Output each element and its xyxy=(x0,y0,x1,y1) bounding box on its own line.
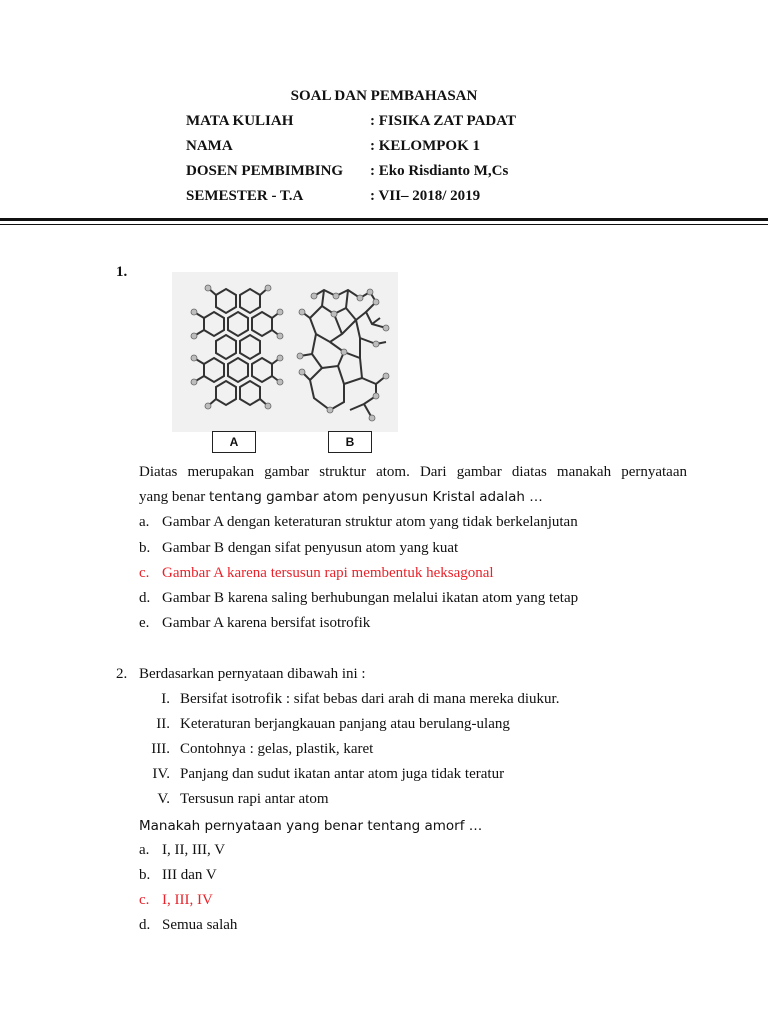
option-2-d-letter: d. xyxy=(139,917,151,933)
option-2-c-letter: c. xyxy=(139,892,150,908)
header-label-lecturer: DOSEN PEMBIMBING xyxy=(186,163,344,179)
question-1-text-line-2 xyxy=(139,489,543,506)
option-1-d-text: Gambar B karena saling berhubungan melalui ikatan atom yang tetap xyxy=(162,590,579,606)
option-1-e-text: Gambar A karena bersifat isotrofik xyxy=(162,615,371,631)
option-1-b-text: Gambar B dengan sifat penyusun atom yang kuat xyxy=(162,540,459,556)
header-label-semester: SEMESTER - T.A xyxy=(186,188,304,204)
option-2-d-text: Semua salah xyxy=(162,917,238,933)
option-2-c-text-correct: I, III, IV xyxy=(162,892,213,908)
header-label-name: NAMA xyxy=(186,138,233,154)
statement-5-num: V. xyxy=(157,791,170,807)
header-rule-thin xyxy=(0,224,768,225)
statement-2-text: Keteraturan berjangkauan panjang atau berulang-ulang xyxy=(180,716,510,732)
figure-label-b: B xyxy=(328,431,372,453)
figure-label-a: A xyxy=(212,431,256,453)
question-1-text-line-2b: tentang gambar atom penyusun Kristal adalah … xyxy=(208,489,543,505)
atom-structure-figure xyxy=(172,272,398,432)
header-label-course: MATA KULIAH xyxy=(186,113,294,129)
header-value-semester: : VII– 2018/ 2019 xyxy=(370,188,481,204)
option-2-a-letter: a. xyxy=(139,842,150,858)
statement-2-num: II. xyxy=(156,716,170,732)
page-title: SOAL DAN PEMBAHASAN xyxy=(290,88,478,104)
header-value-name: : KELOMPOK 1 xyxy=(370,138,480,154)
question-2-prompt xyxy=(139,817,482,835)
statement-3-num: III. xyxy=(151,741,170,757)
option-1-b-letter: b. xyxy=(139,540,151,556)
option-1-c-text-correct: Gambar A karena tersusun rapi membentuk heksagonal xyxy=(162,565,494,581)
option-1-e-letter: e. xyxy=(139,615,150,631)
statement-4-text: Panjang dan sudut ikatan antar atom juga tidak teratur xyxy=(180,766,505,782)
statement-5-text: Tersusun rapi antar atom xyxy=(180,791,329,807)
option-2-b-letter: b. xyxy=(139,867,151,883)
statement-1-num: I. xyxy=(161,691,170,707)
header-value-course: : FISIKA ZAT PADAT xyxy=(370,113,516,129)
option-1-a-letter: a. xyxy=(139,514,150,530)
question-2-prompt-tail: … xyxy=(464,818,483,834)
option-2-b-text: III dan V xyxy=(162,867,217,883)
header-rule-thick xyxy=(0,218,768,221)
question-2-intro: Berdasarkan pernyataan dibawah ini : xyxy=(139,666,366,682)
statement-3-text: Contohnya : gelas, plastik, karet xyxy=(180,741,374,757)
option-1-a-text: Gambar A dengan keteraturan struktur atom yang tidak berkelanjutan xyxy=(162,514,578,530)
question-1-number: 1. xyxy=(116,264,128,280)
question-1-text-line-1: Diatas merupakan gambar struktur atom. Dari gambar diatas manakah pernyataan xyxy=(139,464,687,480)
statement-1-text: Bersifat isotrofik : sifat bebas dari arah di mana mereka diukur. xyxy=(180,691,560,707)
statement-4-num: IV. xyxy=(152,766,170,782)
option-2-a-text: I, II, III, V xyxy=(162,842,226,858)
question-2-prompt-text: Manakah pernyataan yang benar tentang amorf xyxy=(139,818,465,834)
option-1-c-letter: c. xyxy=(139,565,150,581)
question-1-text-line-2a: yang benar xyxy=(139,489,206,505)
option-1-d-letter: d. xyxy=(139,590,151,606)
question-2-number: 2. xyxy=(116,666,128,682)
header-value-lecturer: : Eko Risdianto M,Cs xyxy=(370,163,509,179)
